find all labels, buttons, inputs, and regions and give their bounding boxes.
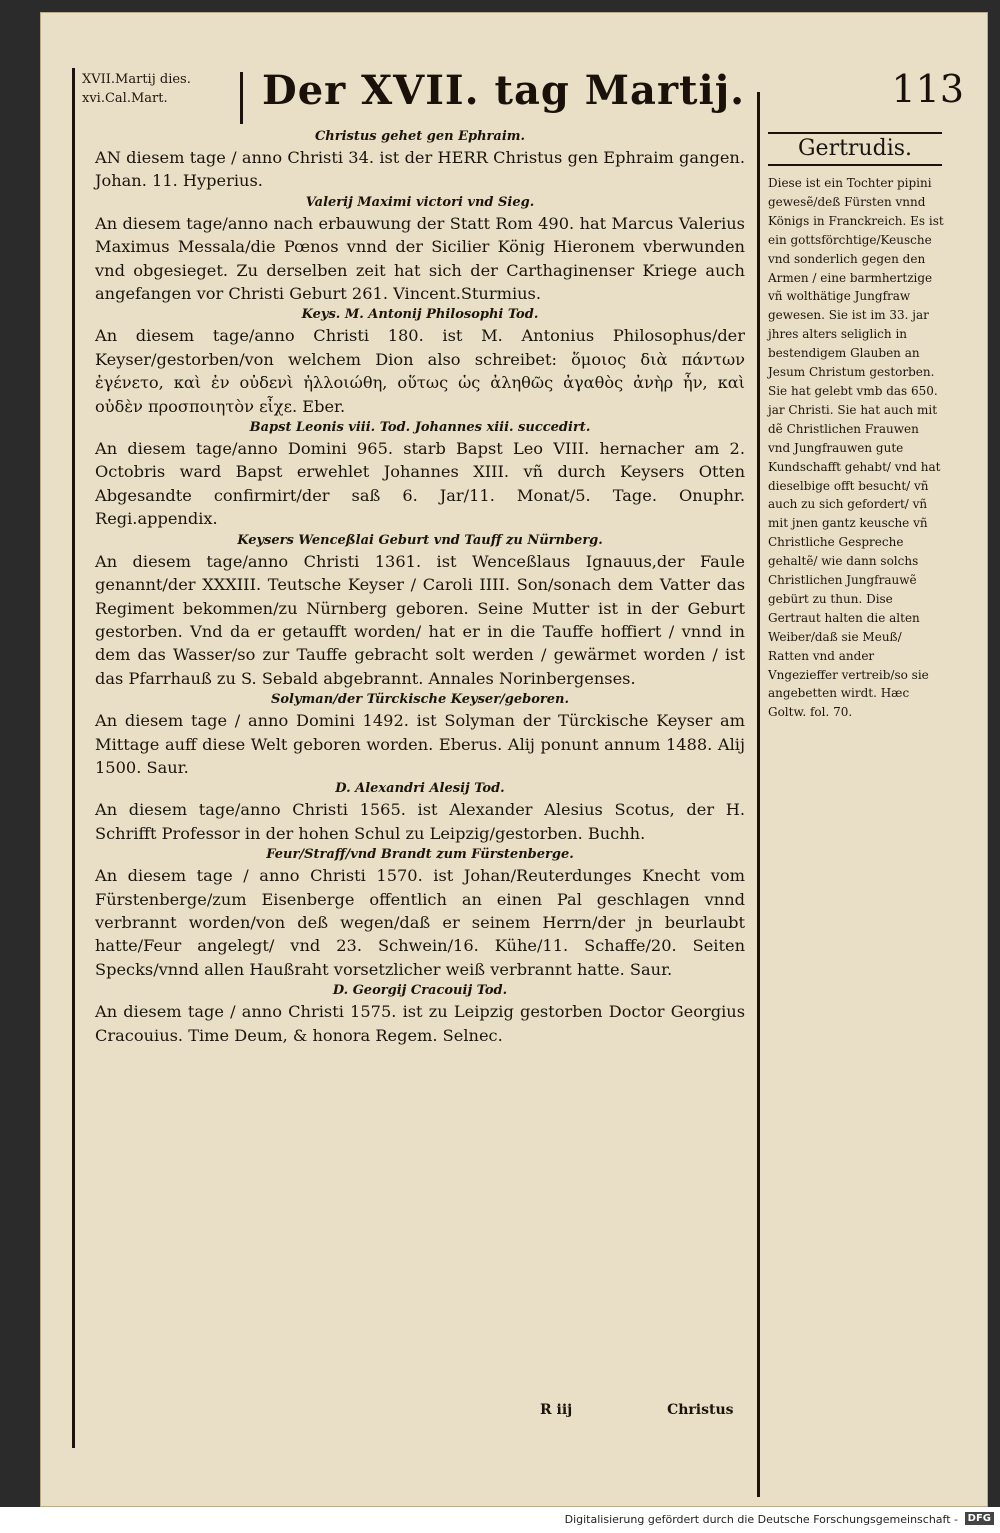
left-border-rule xyxy=(72,68,75,1448)
entry-text: An diesem tage / anno Christi 1570. ist Johan/Reuterdunges Knecht vom Fürstenberge/zum Eisenberge offentlich an einen Pal geschlagen vnnd verbrannt worden/von deß wegen/daß er seinem Herrn/der jn beurlaubt hatte/Feur angelegt/ vnd 23. Schwein/16. Kühe/11. Schaffe/20. Seiten Specks/vnnd allen Haußraht vorsetzlicher weiß verbrannt hatte. Saur. xyxy=(95,866,745,979)
footer-bar xyxy=(0,1507,1000,1533)
entry-text: An diesem tage / anno Christi 1575. ist zu Leipzig gestorben Doctor Georgius Cracouius. Time Deum, & honora Regem. Selnec. xyxy=(95,1002,745,1045)
entry-text: An diesem tage / anno Domini 1492. ist Solyman der Türckische Keyser am Mittage auff diese Welt geboren worden. Eberus. Alij ponunt annum 1488. Alij 1500. Saur. xyxy=(95,711,745,777)
column-divider-rule xyxy=(757,92,760,1497)
entry-heading: D. Alexandri Alesij Tod. xyxy=(335,781,505,797)
entry-heading: Valerij Maximi victori vnd Sieg. xyxy=(305,194,535,210)
catchword-line xyxy=(540,1402,734,1418)
entry xyxy=(95,531,745,690)
signature-mark: R iij xyxy=(540,1402,573,1418)
entry-text: AN diesem tage / anno Christi 34. ist der HERR Christus gen Ephraim gangen. Johan. 11. Hyperius. xyxy=(95,148,745,191)
entry-heading: Keysers Wenceßlai Geburt vnd Tauff zu Nürnberg. xyxy=(237,532,603,548)
sidebar-title: Gertrudis. xyxy=(768,132,942,166)
catchword: Christus xyxy=(667,1402,734,1418)
entry xyxy=(95,418,745,531)
page-title: Der XVII. tag Martij. xyxy=(262,67,746,114)
entry xyxy=(95,845,745,981)
entry xyxy=(95,127,745,193)
entry-heading: Keys. M. Antonij Philosophi Tod. xyxy=(301,307,539,323)
header-date-line-1: XVII.Martij dies. xyxy=(82,72,191,87)
sidebar-text: Diese ist ein Tochter pipini gewesẽ/deß Fürsten vnnd Königs in Franckreich. Es ist ein gottsförchtige/Keusche vnd sonderlich gegen den Armen / eine barmhertzige vñ wolthätige Jungfraw gewesen. Sie ist im 33. jar jhres alters seliglich in bestendigem Glauben an Jesum Christum gestorben. Sie hat gelebt vmb das 650. jar Christi. Sie hat auch mit dẽ Christlichen Frauwen vnd Jungfrauwen gute Kundschafft gehabt/ vnd hat dieselbige offt besucht/ vñ auch zu sich gefordert/ vñ mit jnen gantz keusche vñ Christliche Gespreche gehaltẽ/ wie dann solchs Christlichen Jungfrauwẽ gebürt zu thun. Dise Gertraut halten die alten Weiber/daß sie Meuß/ Ratten vnd ander Vngezieffer vertreib/so sie angebetten wirdt. Hæc Goltw. fol. 70. xyxy=(768,176,944,720)
entry xyxy=(95,305,745,418)
entry-heading: Christus gehet gen Ephraim. xyxy=(314,129,526,144)
entry xyxy=(95,981,745,1047)
entry xyxy=(95,193,745,306)
header-date-note xyxy=(82,70,191,108)
entry-text: An diesem tage/anno Christi 180. ist M. Antonius Philosophus/der Keyser/gestorben/von welchem Dion also schreibet: ὅμοιος διὰ πάντων ἐγένετο, καὶ ἐν οὐδενὶ ἠλλοιώθη, οὕτως ὡς ἀληθῶς ἀγαθὸς ἀνὴρ ἦν, καὶ οὐδὲν προσποιητὸν εἶχε. Eber. xyxy=(95,326,745,416)
entry xyxy=(95,779,745,845)
footer-credit: Digitalisierung gefördert durch die Deutsche Forschungsgemeinschaft - xyxy=(564,1513,958,1526)
page-number: 113 xyxy=(891,67,964,111)
entry-heading: Bapst Leonis viii. Tod. Johannes xiii. succedirt. xyxy=(249,420,591,436)
header-divider-rule xyxy=(240,72,243,124)
entry-text: An diesem tage/anno nach erbauwung der Statt Rom 490. hat Marcus Valerius Maximus Messala/die Pœnos vnnd der Sicilier König Hieronem vberwunden vnd obgesieget. Zu derselben zeit hat sich der Carthaginenser Kriege auch angefangen vor Christi Geburt 261. Vincent.Sturmius. xyxy=(95,213,745,304)
main-column xyxy=(95,127,745,1047)
entry-heading: Solyman/der Türckische Keyser/geboren. xyxy=(270,692,570,708)
entry-text: An diesem tage/anno Christi 1361. ist Wenceßlaus Ignauus,der Faule genannt/der XXXIII. Teutsche Keyser / Caroli IIII. Son/sonach dem Vatter das Regiment bekommen/zu Nürnberg geboren. Seine Mutter ist in der Geburt gestorben. Vnd da er getaufft worden/ hat er in die Tauffe hoffiert / vnnd in dem das Wasser/so zur Tauffe gebracht solt werden / gewärmet worden / ist das Pfarrhauß zu S. Sebald abgebrannt. Annales Norinbergenses. xyxy=(95,551,745,688)
entry-heading: D. Georgij Cracouij Tod. xyxy=(332,983,508,999)
entry xyxy=(95,690,745,779)
entry-text: An diesem tage/anno Domini 965. starb Bapst Leo VIII. hernacher am 2. Octobris ward Bapst erwehlet Johannes XIII. vñ durch Keysers Otten Abgesandte confirmirt/der saß 6. Jar/11. Monat/5. Tage. Onuphr. Regi.appendix. xyxy=(95,439,745,529)
entry-heading: Feur/Straff/vnd Brandt zum Fürstenberge. xyxy=(266,847,574,863)
header-date-line-2: xvi.Cal.Mart. xyxy=(82,91,168,106)
sidebar-column xyxy=(762,132,948,722)
dfg-logo: DFG xyxy=(965,1512,994,1525)
book-page xyxy=(40,12,988,1507)
entry-text: An diesem tage/anno Christi 1565. ist Alexander Alesius Scotus, der H. Schrifft Professor in der hohen Schul zu Leipzig/gestorben. Buchh. xyxy=(95,800,745,843)
